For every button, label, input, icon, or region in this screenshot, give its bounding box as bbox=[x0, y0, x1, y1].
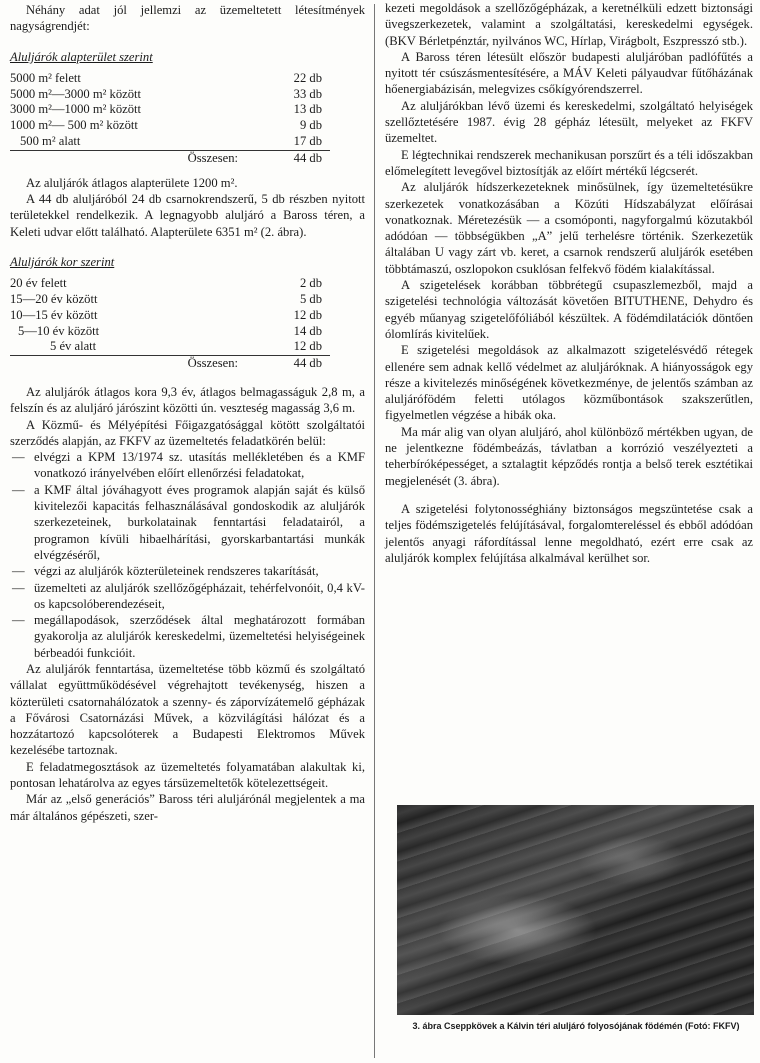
row-value: 22 db bbox=[293, 70, 322, 85]
column-divider bbox=[374, 4, 375, 1058]
first-generation-paragraph: Már az „első generációs” Baross téri aluljárónál megjelentek a ma már általános gépészeti, szer- bbox=[10, 792, 365, 823]
intro-paragraph: Néhány adat jól jellemzi az üzemeltetett létesítmények nagyságrendjét: bbox=[10, 3, 365, 34]
row-label: 10—15 év között bbox=[10, 307, 98, 322]
table-row bbox=[10, 276, 330, 292]
right-column bbox=[385, 0, 753, 566]
avg-area-paragraph: Az aluljárók átlagos alapterülete 1200 m². bbox=[26, 175, 238, 190]
total-label: Összesen: bbox=[10, 356, 252, 372]
deficiency-paragraph: E szigetelési megoldások az alkalmazott szigetelésvédő rétegek ellenére sem adnak kellő védelmet az aluljáróknak. A hiányosságok egy része a kivitelezés minőségének következménye, de jelentős számban az aluljárófödém feletti utólagos közműbontások szakszerűtlen, figyelmetlen végzése a hibák oka. bbox=[385, 343, 753, 423]
row-value: 9 db bbox=[299, 118, 322, 133]
row-value: 14 db bbox=[293, 323, 322, 338]
avg-age-paragraph: Az aluljárók átlagos kora 9,3 év, átlagos belmagasságuk 2,8 m, a felszín és az aluljáró járószint közötti ún. veszteség magasság 3,6 m. bbox=[10, 384, 365, 416]
area-table bbox=[10, 71, 330, 167]
leakage-paragraph: Ma már alig van olyan aluljáró, ahol különböző mértékben ugyan, de ne jelentkezne födémbeázás, távlatban a korrózió veszélyezteti a teherbíróképességet, a sztalagtit képződés rontja a belső terek esztétikai megjelenését (3. ábra). bbox=[385, 424, 753, 488]
row-value: 12 db bbox=[293, 339, 322, 354]
total-label: Összesen: bbox=[10, 150, 252, 166]
contract-paragraph: A Közmű- és Mélyépítési Főigazgatósággal kötött szolgáltatói szerződés alapján, az FKFV az üzemeltetés feladatkörén belül: bbox=[10, 417, 365, 448]
age-table-heading: Aluljárók kor szerint bbox=[10, 254, 115, 269]
floor-heating-paragraph: A Baross téren létesült először budapesti aluljáróban padlófűtés a nyitott tér csúszásmentesítésére, a MÁV Keleti pályaudvar fűtőházának hőenergiabázisán, melegvizes csőkígyórendszerrel. bbox=[385, 49, 753, 97]
list-item: — megállapodások, szerződések által meghatározott formában gyakorolja az aluljárók kereskedelmi, üzemeltetési helyiségeinek bérbeadói funkcióit. bbox=[10, 612, 365, 661]
row-label: 5 év alatt bbox=[50, 339, 97, 354]
row-value: 2 db bbox=[299, 276, 322, 291]
total-row bbox=[10, 356, 330, 372]
row-label: 1000 m²— 500 m² között bbox=[10, 118, 138, 133]
row-value: 12 db bbox=[293, 307, 322, 322]
row-label: 20 év felett bbox=[10, 276, 67, 291]
row-label: 15—20 év között bbox=[10, 291, 98, 306]
age-table bbox=[10, 276, 330, 372]
table-row bbox=[10, 308, 330, 324]
row-value: 33 db bbox=[293, 86, 322, 101]
continuity-paragraph: A szigetelési folytonosséghiány biztonságos megszüntetése csak a teljes födémszigetelés felújításával, forgalomtereléssel és ebből adódóan jelentős anyagi ráfordítással lenne megoldható, ezért erre csak az aluljárók komplex felújítása alkalmával kerülhet sor. bbox=[385, 501, 753, 565]
row-value: 13 db bbox=[293, 102, 322, 117]
stalactite-photo bbox=[397, 805, 754, 1015]
row-label: 500 m² alatt bbox=[20, 134, 81, 149]
table-row bbox=[10, 324, 330, 340]
structure-paragraph: A 44 db aluljáróból 24 db csarnokrendszerű, 5 db részben nyitott területekkel rendelkezik. A legnagyobb aluljáró a Baross téren, a Keleti udvar előtt található. Alapterülete 6351 m² (2. ábra). bbox=[10, 191, 365, 239]
ventilation-paragraph: Az aluljárókban lévő üzemi és kereskedelmi, szolgáltató helyiségek szellőztetésére 1987. évig 28 gépház létesült, melyeket az FKFV üzemeltet. bbox=[385, 98, 753, 146]
list-item: — elvégzi a KPM 13/1974 sz. utasítás mellékletében és a KMF vonatkozó irányelvében előírt ellenőrzési feladatokat, bbox=[10, 449, 365, 482]
table-row bbox=[10, 102, 330, 118]
row-value: 17 db bbox=[293, 134, 322, 149]
task-sharing-paragraph: E feladatmegosztások az üzemeltetés folyamatában alakultak ki, pontosan lehatárolva az egyes társüzemeltetők kötelezettségeit. bbox=[10, 759, 365, 791]
table-row bbox=[10, 292, 330, 308]
air-technology-paragraph: E légtechnikai rendszerek mechanikusan porszűrt és a téli időszakban előmelegített levegővel biztosítják az előírt mértékű légcserét. bbox=[385, 147, 753, 178]
table-row bbox=[10, 71, 330, 87]
area-table-heading: Aluljárók alapterület szerint bbox=[10, 49, 153, 64]
left-column bbox=[10, 0, 365, 824]
row-label: 5000 m² felett bbox=[10, 70, 81, 85]
table-row bbox=[10, 87, 330, 103]
total-value: 44 db bbox=[252, 356, 330, 372]
row-value: 5 db bbox=[299, 291, 322, 306]
list-item: — üzemelteti az aluljárók szellőzőgépházait, tehérfelvonóit, 0,4 kV-os kapcsolóberendezéseit, bbox=[10, 580, 365, 613]
photo-caption: 3. ábra Cseppkövek a Kálvin téri aluljáró folyosójának födémén (Fotó: FKFV) bbox=[412, 1021, 740, 1031]
maintenance-paragraph: Az aluljárók fenntartása, üzemeltetése több közmű és szolgáltató vállalat együttműködésével végrehajtott tevékenység, hiszen a közterületi csatornahálózatok a szenny- és záporvízátemelő gépházak a Fővárosi Csatornázási Művek, a közvilágítási hálózat és a hozzátartozó kapcsolóterek a Budapesti Elektromos Művek kezelésébe tartoznak. bbox=[10, 661, 365, 758]
row-label: 5—10 év között bbox=[18, 323, 100, 338]
continued-paragraph: kezeti megoldások a szellőzőgépházak, a keretnélküli edzett biztonsági üvegszerkezetek, valamint a szolgáltatási, kereskedelmi egységek. (BKV Bérletpénztár, nyilvános WC, Hírlap, Virágbolt, Eszpresszó stb.). bbox=[385, 1, 753, 48]
table-row bbox=[10, 118, 330, 134]
duties-list bbox=[10, 449, 365, 661]
table-row bbox=[10, 339, 330, 355]
table-row bbox=[10, 134, 330, 150]
row-label: 5000 m²—3000 m² között bbox=[10, 86, 142, 101]
insulation-paragraph: A szigetelések korábban többrétegű csupaszlemezből, majd a szigetelési technológia változását követően BITUTHENE, Dehydro és egyéb műanyag szigetelőfóliából készültek. A födémdilatációk döntően ólomlírás kivitelűek. bbox=[385, 278, 753, 341]
total-value: 44 db bbox=[252, 150, 330, 166]
row-label: 3000 m²—1000 m² között bbox=[10, 102, 142, 117]
total-row bbox=[10, 150, 330, 166]
bridge-structure-paragraph: Az aluljárók hídszerkezeteknek minősülnek, így üzemeltetésükre szerkezetek vonatkozásában a Közúti Hídszabályzat előírásai vonatkoznak. Méretezésük — a csomóponti, nagyforgalmú közutakból adódóan — többségükben „A” jelű terhelésre történik. Szerkezetük általában U vagy zárt vb. keret, a csarnok rendszerű aluljárók esetében többtámaszú, oszlopokon csuklósan felfekvő födém kialakítással. bbox=[385, 180, 753, 276]
list-item: — a KMF által jóváhagyott éves programok alapján saját és külső kivitelezői kapacitás felhasználásával gondoskodik az aluljárók szerkezeteinek, burkolatainak fenntartási feladatairól, a programon kívüli hibaelhárítási, gyorskarbantartási munkák elvégzéséről, bbox=[10, 482, 365, 563]
list-item: — végzi az aluljárók közterületeinek rendszeres takarítását, bbox=[10, 563, 365, 579]
